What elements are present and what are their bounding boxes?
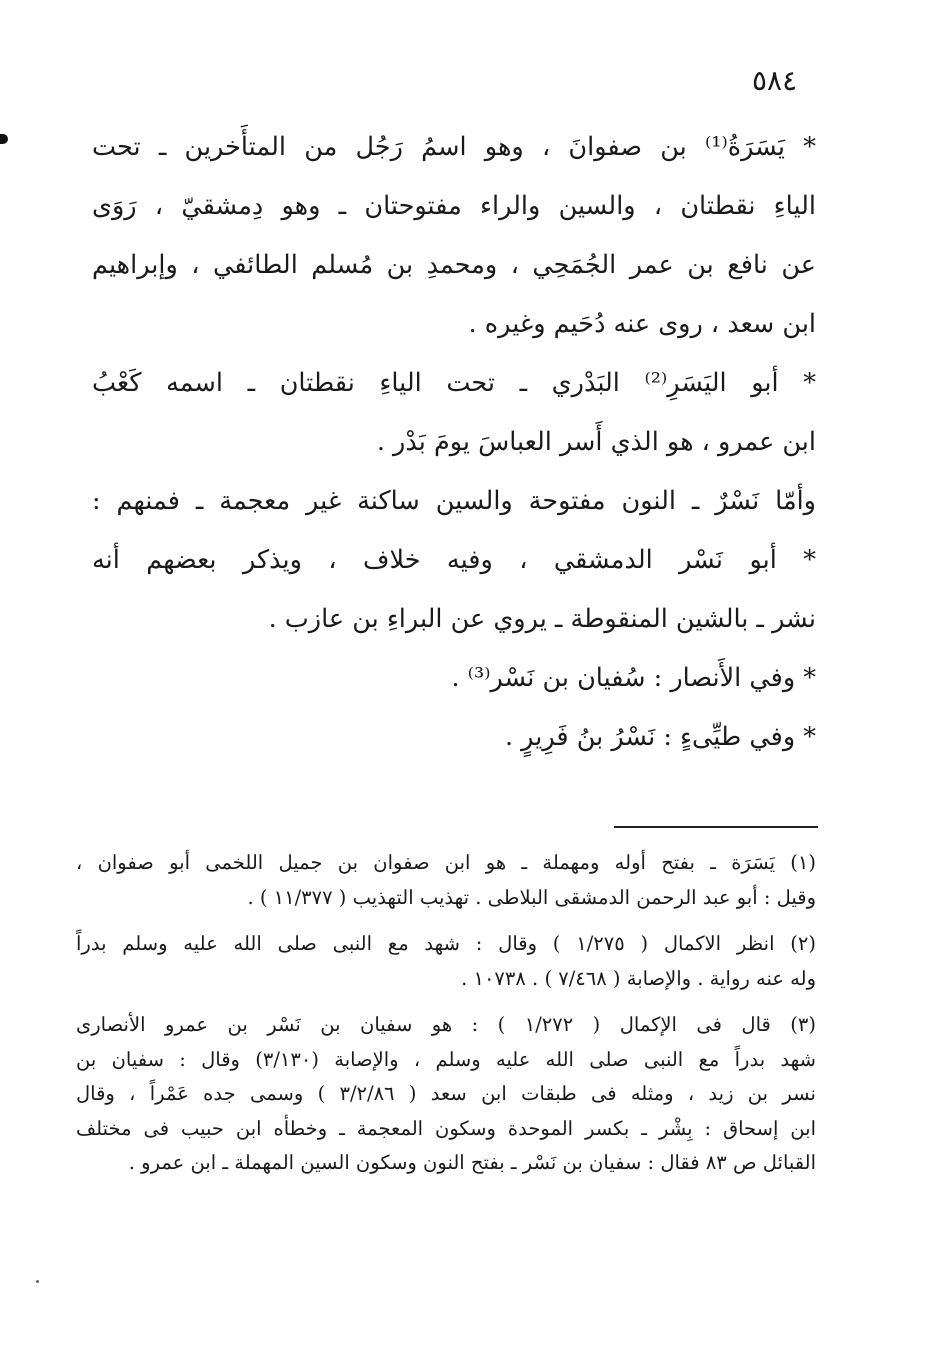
scan-speck: [36, 1280, 39, 1283]
footnote-line: شهد بدراً مع النبى صلى الله عليه وسلم ، والإصابة (٣/١٣٠) وقال : سفيان بن: [76, 1047, 816, 1071]
entry-sufyan-ibn-nasr: [92, 649, 816, 708]
footnote-separator: [614, 826, 818, 828]
body-text: [92, 118, 816, 767]
text-line: نشر ـ بالشين المنقوطة ـ يروي عن البراءِ بن عازب .: [268, 604, 816, 634]
entry-nasr-ibn-farir: [92, 708, 816, 767]
footnote-line: (٣) قال فى الإكمال ( ١/٢٧٢ ) : هو سفيان بن نَسْر بن عمرو الأنصارى: [76, 1013, 816, 1036]
text-line: * وفي طيِّىءٍ : نَسْرُ بنُ فَرِيرٍ .: [504, 722, 816, 752]
footnote-line: وقيل : أبو عبد الرحمن الدمشقى البلاطى . تهذيب التهذيب ( ١١/٣٧٧ ) .: [247, 885, 816, 909]
text-line: * أبو نَسْر الدمشقي ، وفيه خلاف ، ويذكر بعضهم أنه: [92, 545, 816, 575]
margin-mark: [0, 134, 8, 144]
footnote-2: [76, 927, 816, 996]
text-line: * يَسَرَةُ⁽¹⁾ بن صفوانَ ، وهو اسمُ رَجُل من المتأَخرين ـ تحت: [92, 132, 816, 162]
footnote-line: (١) يَسَرَة ـ بفتح أوله ومهملة ـ هو ابن صفوان بن جميل اللخمى أبو صفوان ،: [76, 851, 816, 874]
text-line: عن نافع بن عمر الجُمَحِي ، ومحمدِ بن مُسلم الطائفي ، وإبراهيم: [92, 250, 816, 280]
footnote-3: [76, 1008, 816, 1181]
footnote-line: ابن إسحاق : بِشْر ـ بكسر الموحدة وسكون المعجمة ـ وخطأه ابن حبيب فى مختلف: [76, 1116, 816, 1140]
footnote-1: [76, 846, 816, 915]
text-line: * وفي الأَنصار : سُفيان بن نَسْر⁽³⁾ .: [451, 663, 816, 693]
footnote-line: (٢) انظر الاكمال ( ١/٢٧٥ ) وقال : شهد مع النبى صلى الله عليه وسلم بدراً: [76, 932, 816, 955]
text-line: ابن سعد ، روى عنه دُحَيم وغيره .: [468, 309, 816, 339]
entry-nasr-heading: [92, 472, 816, 531]
text-line: * أبو اليَسَرِ⁽²⁾ البَدْري ـ تحت الياءِ نقطتان ـ اسمه كَعْبُ: [92, 368, 816, 398]
entry-abu-nasr: [92, 531, 816, 649]
text-line: ابن عمرو ، هو الذي أَسر العباسَ يومَ بَدْر .: [376, 427, 816, 457]
footnote-line: نسر بن زيد ، ومثله فى طبقات ابن سعد ( ٣/٢/٨٦ ) وسمى جده عَمْراً ، وقال: [76, 1082, 816, 1105]
text-line: الياءِ نقطتان ، والسين والراء مفتوحتان ـ وهو دِمشقيّ ، رَوَى: [92, 191, 816, 221]
page-number: ٥٨٤: [752, 64, 798, 97]
entry-abu-al-yasar: [92, 354, 816, 472]
entry-yasara-ibn-safwan: [92, 118, 816, 354]
footnote-line: القبائل ص ٨٣ فقال : سفيان بن نَسْر ـ بفتح النون وسكون السين المهملة ـ ابن عمرو .: [128, 1151, 816, 1174]
footnote-line: وله عنه رواية . والإصابة ( ٧/٤٦٨ ) . ١٠٧٣٨ .: [461, 966, 816, 990]
footnotes: [76, 846, 816, 1193]
text-line: وأمّا نَسْرٌ ـ النون مفتوحة والسين ساكنة غير معجمة ـ فمنهم :: [92, 486, 816, 516]
